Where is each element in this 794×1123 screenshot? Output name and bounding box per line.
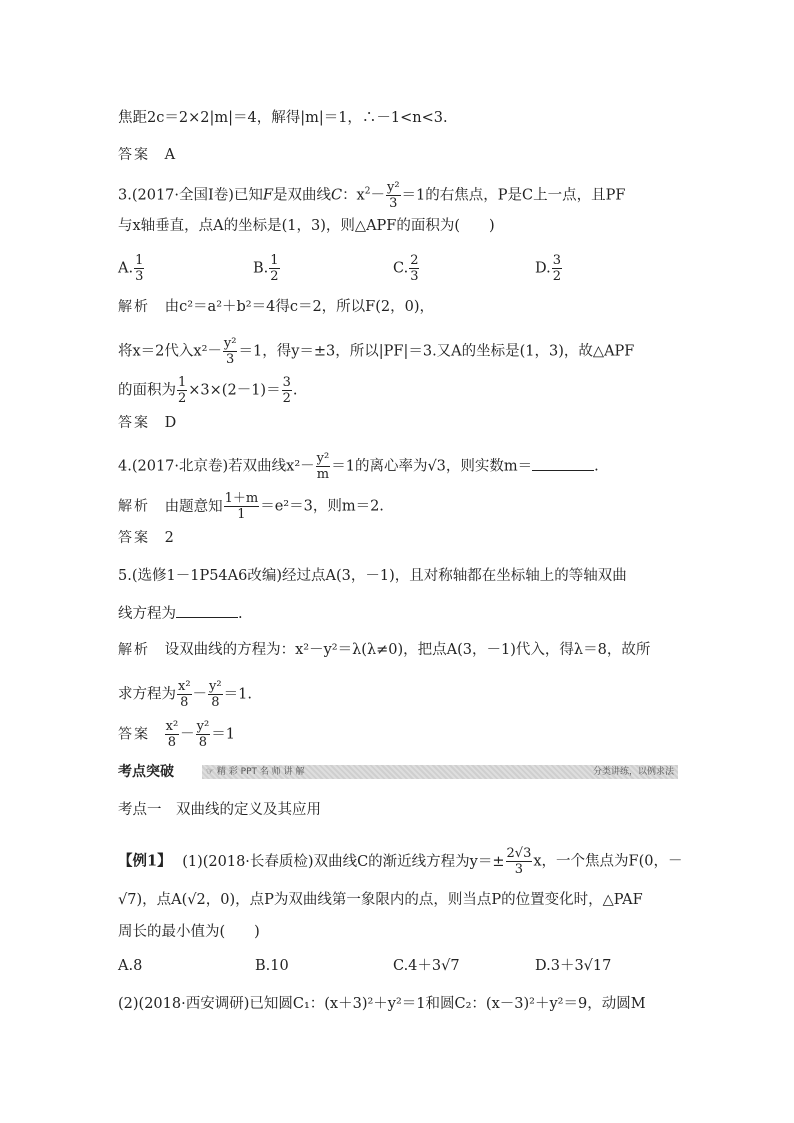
answer-value: A: [164, 147, 176, 163]
example-line-1: 【例1】 (1)(2018·长春质检)双曲线C的渐近线方程为y＝± $\frac{2√3}{3}$ x，一个焦点为F(0，－: [118, 846, 683, 877]
q3-C: C: [330, 187, 343, 204]
answer-blank: [176, 603, 238, 618]
answer-line-3: 答案 D: [118, 415, 177, 431]
solution-3-line-1: 解析 由c²＝a²＋b²＝4得c＝2，所以F(2，0)，: [118, 299, 434, 315]
option-c: C. $\frac{2}{3}$: [393, 253, 419, 284]
question-3-line-1: 3.(2017·全国Ⅰ卷)已知F是双曲线C：$x^2-$ $\frac{\text{y²}}{3}$ ＝1的右焦点，P是C上一点，且PF: [118, 180, 626, 211]
question-3-line-2: 与x轴垂直，点A的坐标是(1，3)，则△APF的面积为( ): [118, 218, 495, 234]
answer-line-1: [118, 145, 175, 165]
solution-5-line-1: 解析 设双曲线的方程为：x²－y²＝λ(λ≠0)，把点A(3，－1)代入，得λ＝8，故所: [118, 642, 651, 658]
text-line-1: 焦距2c＝2×2|m|＝4，解得|m|＝1，∴－1<n<3.: [118, 110, 448, 126]
q3-mid: 是双曲线: [272, 187, 331, 204]
option-b: B. $\frac{1}{2}$: [253, 253, 279, 284]
q3-F: F: [262, 187, 273, 204]
banner-title: 考点突破: [118, 763, 200, 781]
section-heading: 考点一 双曲线的定义及其应用: [118, 802, 321, 818]
question-5-line-1: 5.(选修1－1P54A6改编)经过点A(3，－1)，且对称轴都在坐标轴上的等轴双曲: [118, 568, 627, 584]
question-4-line: 4.(2017·北京卷)若双曲线x²－ $\frac{\text{y²}}{m}$ ＝1的离心率为√3，则实数m＝ .: [118, 451, 599, 482]
q3-fraction: $\frac{\text{y²}}{3}$: [386, 180, 400, 211]
example-option-d: D.3＋3√17: [535, 958, 612, 974]
answer-line-4: 答案 2: [118, 530, 174, 546]
q3-colon: ：x: [342, 187, 365, 204]
solution-3-line-3: 的面积为 $\frac{1}{2}$ ×3×(2－1)＝ $\frac{3}{2}$ .: [118, 375, 298, 406]
answer-label: 答案: [118, 147, 150, 163]
option-a: A. $\frac{1}{3}$: [118, 253, 144, 284]
section-banner: [118, 763, 678, 781]
solution-label: 解析: [118, 299, 150, 315]
example-option-b: B.10: [255, 958, 289, 974]
banner-subtitle: 分类讲练，以例求法: [592, 767, 674, 777]
example-label: 【例1】: [118, 852, 172, 870]
example-option-a: A.8: [118, 958, 143, 974]
q3-post: ＝1的右焦点，P是C上一点，且PF: [401, 187, 626, 204]
example-line-2: √7)，点A(√2，0)，点P为双曲线第一象限内的点，则当点P的位置变化时，△PAF: [118, 892, 643, 908]
solution-3-line-2: 将x＝2代入x²－ $\frac{\text{y²}}{3}$ ＝1，得y＝±3，所以|PF|＝3.又A的坐标是(1，3)，故△APF: [118, 336, 635, 367]
answer-blank: [532, 456, 594, 471]
solution-5-line-2: 求方程为 $\frac{\text{x²}}{8}$ － $\frac{\text{y²}}{8}$ ＝1.: [118, 679, 252, 710]
solution-4-line: 解析 由题意知 $\frac{1+m}{1}$ ＝e²＝3，则m＝2.: [118, 491, 384, 522]
example-part-2: (2)(2018·西安调研)已知圆C₁：(x＋3)²＋y²＝1和圆C₂：(x－3)²＋y²＝9，动圆M: [118, 996, 646, 1012]
q3-prefix: 3.(2017·全国Ⅰ卷)已知: [118, 187, 263, 204]
question-5-line-2: 线方程为 .: [118, 603, 243, 624]
option-d: D. $\frac{3}{2}$: [535, 253, 561, 284]
banner-tag: ☞ 精 彩 PPT 名 师 讲 解: [206, 767, 305, 777]
answer-line-5: 答案 $\frac{\text{x²}}{8}$ － $\frac{\text{y²}}{8}$ ＝1: [118, 719, 235, 750]
example-option-c: C.4＋3√7: [393, 958, 460, 974]
example-line-3: 周长的最小值为( ): [118, 924, 260, 940]
